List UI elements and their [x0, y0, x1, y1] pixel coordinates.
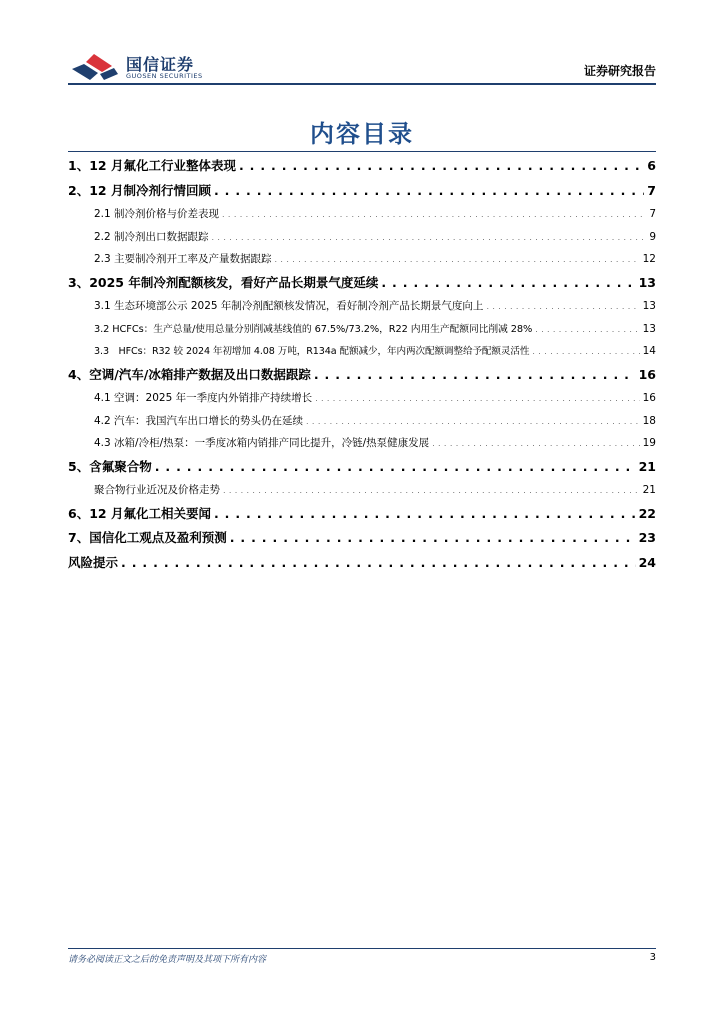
- toc-entry-page: 13: [638, 274, 656, 290]
- toc-entry-page: 24: [638, 554, 656, 570]
- toc-entry-page: 7: [649, 208, 656, 220]
- toc-entry-label: 6、12 月氟化工相关要闻: [68, 505, 211, 521]
- toc-leader-dots: [275, 249, 640, 271]
- toc-title: 内容目录: [310, 120, 414, 148]
- toc-leader-dots: [432, 433, 639, 455]
- toc-entry-page: 16: [642, 392, 656, 404]
- toc-leader-dots: [155, 455, 636, 480]
- toc-leader-dots: [314, 363, 636, 388]
- toc-entry-page: 21: [642, 484, 656, 496]
- toc-entry-label: 2、12 月制冷剂行情回顾: [68, 182, 211, 198]
- toc-entry[interactable]: [68, 271, 656, 296]
- toc-entry-label: 3、2025 年制冷剂配额核发，看好产品长期景气度延续: [68, 274, 379, 290]
- toc-entry-page: 22: [638, 505, 656, 521]
- toc-leader-dots: [306, 411, 640, 433]
- toc-leader-dots: [535, 319, 639, 341]
- toc-title-divider: [68, 151, 656, 152]
- toc-subentry[interactable]: [68, 203, 656, 226]
- guosen-logo-icon: [68, 52, 120, 82]
- toc-entry-label: 2.2 制冷剂出口数据跟踪: [94, 230, 209, 243]
- toc-entry[interactable]: [68, 154, 656, 179]
- toc-entry-label: 5、含氟聚合物: [68, 458, 152, 474]
- report-type-label: 证券研究报告: [583, 64, 656, 78]
- toc-subentry[interactable]: [68, 432, 656, 455]
- logo-text-en: GUOSEN SECURITIES: [126, 72, 203, 80]
- toc-entry-label: 3.3 HFCs：R32 较 2024 年初增加 4.08 万吨，R134a 配额减少，年内两次配额调整给予配额灵活性: [94, 346, 530, 357]
- toc-entry-label: 1、12 月氟化工行业整体表现: [68, 158, 236, 173]
- toc-leader-dots: [223, 480, 640, 502]
- toc-entry-label: 聚合物行业近况及价格走势: [94, 484, 220, 496]
- toc-subentry[interactable]: [68, 410, 656, 433]
- toc-subentry[interactable]: [68, 295, 656, 318]
- footer-disclaimer: 请务必阅读正文之后的免责声明及其项下所有内容: [68, 955, 267, 965]
- toc-entry-label: 风险提示: [68, 554, 119, 570]
- guosen-logo: [68, 50, 228, 84]
- toc-entry-page: 21: [638, 458, 656, 474]
- toc-entry-page: 14: [642, 345, 656, 357]
- toc-entry[interactable]: [68, 179, 656, 204]
- toc-entry-page: 23: [638, 530, 656, 545]
- toc-subentry[interactable]: [68, 248, 656, 271]
- toc-leader-dots: [486, 296, 639, 318]
- toc-leader-dots: [214, 179, 644, 204]
- toc-entry-page: 18: [642, 414, 656, 427]
- toc-entry-page: 13: [642, 300, 656, 312]
- toc-entry[interactable]: [68, 526, 656, 551]
- toc-leader-dots: [230, 526, 636, 551]
- toc-entry-label: 2.3 主要制冷剂开工率及产量数据跟踪: [94, 253, 272, 265]
- page-number: 3: [649, 952, 656, 963]
- toc-entry[interactable]: [68, 455, 656, 480]
- toc-entry-page: 12: [642, 253, 656, 265]
- toc-entry[interactable]: [68, 502, 656, 527]
- toc-entry[interactable]: [68, 551, 656, 576]
- toc-leader-dots: [214, 502, 636, 527]
- toc-entry-page: 13: [642, 322, 656, 335]
- toc-entry-label: 3.1 生态环境部公示 2025 年制冷剂配额核发情况，看好制冷剂产品长期景气度向上: [94, 300, 484, 312]
- toc-leader-dots: [222, 204, 646, 226]
- toc-leader-dots: [121, 551, 636, 576]
- toc-entry-label: 7、国信化工观点及盈利预测: [68, 530, 227, 545]
- toc-entry-label: 4.3 冰箱/冷柜/热泵：一季度冰箱内销排产同比提升，冷链/热泵健康发展: [94, 437, 430, 449]
- toc-entry-label: 4、空调/汽车/冰箱排产数据及出口数据跟踪: [68, 366, 311, 382]
- toc-entry[interactable]: [68, 363, 656, 388]
- toc-subentry[interactable]: [68, 226, 656, 249]
- toc-leader-dots: [315, 388, 640, 410]
- toc-leader-dots: [381, 271, 635, 296]
- toc-entry-page: 16: [638, 366, 656, 382]
- toc-subentry[interactable]: [68, 479, 656, 502]
- toc-leader-dots: [239, 154, 644, 179]
- toc-entry-label: 3.2 HCFCs：生产总量/使用总量分别削减基线值的 67.5%/73.2%，R22 内用生产配额同比削减 28%: [94, 323, 533, 335]
- toc-entry-page: 6: [647, 158, 656, 173]
- page-header: [68, 50, 656, 84]
- toc-leader-dots: [532, 341, 639, 363]
- toc-subentry[interactable]: [68, 318, 656, 341]
- toc-entry-page: 9: [649, 230, 656, 243]
- footer-divider: [68, 948, 656, 949]
- header-divider: [68, 83, 656, 85]
- toc-subentry[interactable]: [68, 340, 656, 363]
- toc-entry-label: 4.1 空调：2025 年一季度内外销排产持续增长: [94, 392, 313, 404]
- table-of-contents: [68, 154, 656, 575]
- toc-entry-page: 7: [647, 182, 656, 198]
- logo-text-cn: 国信证券: [126, 55, 195, 74]
- toc-entry-label: 4.2 汽车：我国汽车出口增长的势头仍在延续: [94, 414, 304, 427]
- toc-entry-page: 19: [642, 437, 656, 449]
- toc-entry-label: 2.1 制冷剂价格与价差表现: [94, 208, 220, 220]
- toc-subentry[interactable]: [68, 387, 656, 410]
- toc-leader-dots: [212, 227, 647, 249]
